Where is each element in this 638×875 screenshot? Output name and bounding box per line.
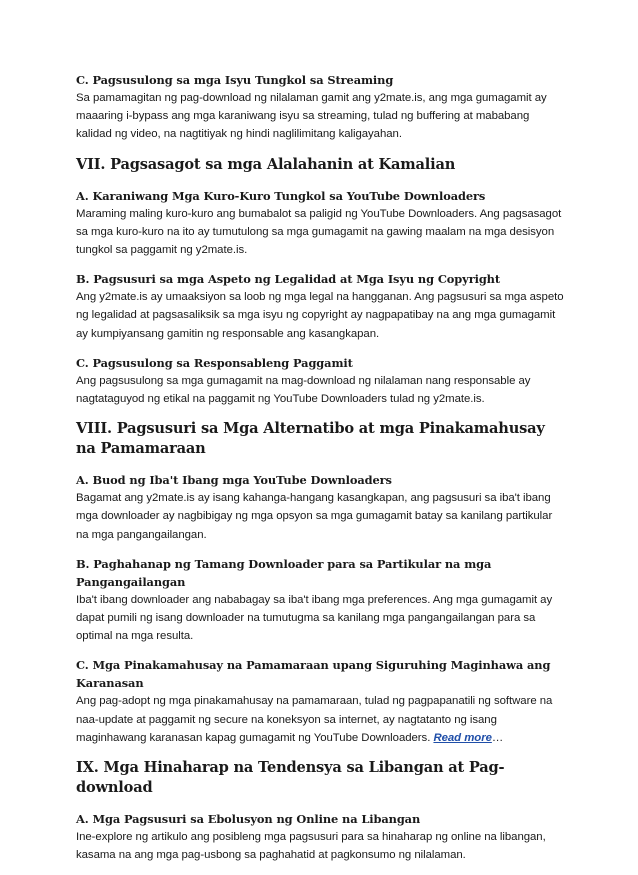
subheading-best-practices-text: C. Mga Pinakamahusay na Pamamaraan upang Siguruhing Maginhawa ang Karanasan bbox=[76, 658, 551, 691]
subheading-streaming-issues-text: C. Pagsusulong sa mga Isyu Tungkol sa Streaming bbox=[76, 73, 394, 87]
paragraph-finding-downloader bbox=[76, 591, 566, 646]
ellipsis: … bbox=[491, 731, 504, 744]
paragraph-responsible-use-text: Ang pagsusulong sa mga gumagamit na mag-download ng nilalaman nang responsable ay nagtataguyod ng etikal na paggamit ng YouTube Downloaders tulad ng y2mate.is. bbox=[76, 374, 531, 406]
section-heading-ix-text: IX. Mga Hinaharap na Tendensya sa Libangan at Pag-download bbox=[76, 759, 505, 797]
paragraph-legal-aspects bbox=[76, 288, 566, 343]
subheading-best-practices bbox=[76, 656, 566, 692]
subheading-downloader-overview bbox=[76, 471, 566, 489]
section-heading-ix bbox=[76, 758, 566, 798]
subheading-responsible-use-text: C. Pagsusulong sa Responsableng Paggamit bbox=[76, 355, 353, 370]
paragraph-online-evolution-text: Ine-explore ng artikulo ang posibleng mga pagsusuri para sa hinaharap ng online na libangan, kasama na ang mga pag-usbong sa paghahatid at pagkonsumo ng nilalaman. bbox=[76, 831, 546, 862]
subheading-legal-aspects bbox=[76, 270, 566, 288]
subheading-streaming-issues bbox=[76, 71, 566, 89]
paragraph-streaming-issues-text: Sa pamamagitan ng pag-download ng nilalaman gamit ang y2mate.is, ang mga gumagamit ay maaaring i-bypass ang mga karaniwang isyu sa streaming, tulad ng buffering at mababang kalidad ng video, na nagtitiyak ng hindi naglilimitang kaligayahan. bbox=[76, 92, 547, 141]
paragraph-streaming-issues bbox=[76, 89, 566, 144]
paragraph-best-practices bbox=[76, 692, 566, 747]
subheading-finding-downloader bbox=[76, 555, 566, 591]
paragraph-finding-downloader-text: Iba't ibang downloader ang nababagay sa iba't ibang mga preferences. Ang mga gumagamit ay dapat pumili ng isang downloader na tumutugma sa kanilang mga pangangailangan para sa optimal na mga resulta. bbox=[76, 593, 553, 643]
section-heading-vii-text: VII. Pagsasagot sa mga Alalahanin at Kamalian bbox=[76, 155, 456, 173]
paragraph-downloader-overview-text: Bagamat ang y2mate.is ay isang kahanga-hangang kasangkapan, ang pagsusuri sa iba't ibang mga downloader ay nagbibigay ng mga opsyon sa mga gumagamit batay sa kanilang partikular na mga pangangailangan. bbox=[76, 492, 553, 541]
section-heading-viii bbox=[76, 419, 566, 459]
paragraph-responsible-use bbox=[76, 372, 566, 408]
paragraph-misconceptions bbox=[76, 205, 566, 260]
subheading-finding-downloader-text: B. Paghahanap ng Tamang Downloader para sa Partikular na mga Pangangailangan bbox=[76, 556, 492, 589]
subheading-responsible-use bbox=[76, 354, 566, 372]
section-heading-viii-text: VIII. Pagsusuri sa Mga Alternatibo at mga Pinakamahusay na Pamamaraan bbox=[76, 420, 545, 458]
subheading-legal-aspects-text: B. Pagsusuri sa mga Aspeto ng Legalidad at Mga Isyu ng Copyright bbox=[76, 272, 501, 287]
subheading-online-evolution bbox=[76, 810, 566, 828]
read-more-link[interactable]: Read more bbox=[433, 731, 492, 744]
subheading-downloader-overview-text: A. Buod ng Iba't Ibang mga YouTube Downloaders bbox=[76, 473, 392, 488]
document-page bbox=[76, 71, 566, 875]
paragraph-online-evolution bbox=[76, 828, 566, 864]
section-heading-vii bbox=[76, 155, 566, 175]
paragraph-best-practices-text: Ang pag-adopt ng mga pinakamahusay na pamamaraan, tulad ng pagpapanatili ng software na naa-update at paggamit ng secure na koneksyon sa internet, ay nagtatanto ng isang maginhawang karanasan kapag gumagamit ng YouTube Downloaders. bbox=[76, 695, 553, 744]
paragraph-legal-aspects-text: Ang y2mate.is ay umaaksiyon sa loob ng mga legal na hangganan. Ang pagsusuri sa mga aspeto ng legalidad at pagsasaliksik sa mga isyu ng copyright ay nagpapatibay na ang mga gumagamit ay kumpiyansang gamitin ng responsable ang kasangkapan. bbox=[76, 291, 564, 340]
subheading-misconceptions bbox=[76, 187, 566, 205]
subheading-online-evolution-text: A. Mga Pagsusuri sa Ebolusyon ng Online na Libangan bbox=[76, 812, 421, 827]
subheading-misconceptions-text: A. Karaniwang Mga Kuro-Kuro Tungkol sa YouTube Downloaders bbox=[76, 188, 486, 203]
paragraph-misconceptions-text: Maraming maling kuro-kuro ang bumabalot sa paligid ng YouTube Downloaders. Ang pagsasagot sa mga kuro-kuro na ito ay tumutulong sa mga gumagamit na gawing maalam na mga desisyon tungkol sa paggamit ng y2mate.is. bbox=[76, 207, 562, 257]
paragraph-downloader-overview bbox=[76, 489, 566, 544]
